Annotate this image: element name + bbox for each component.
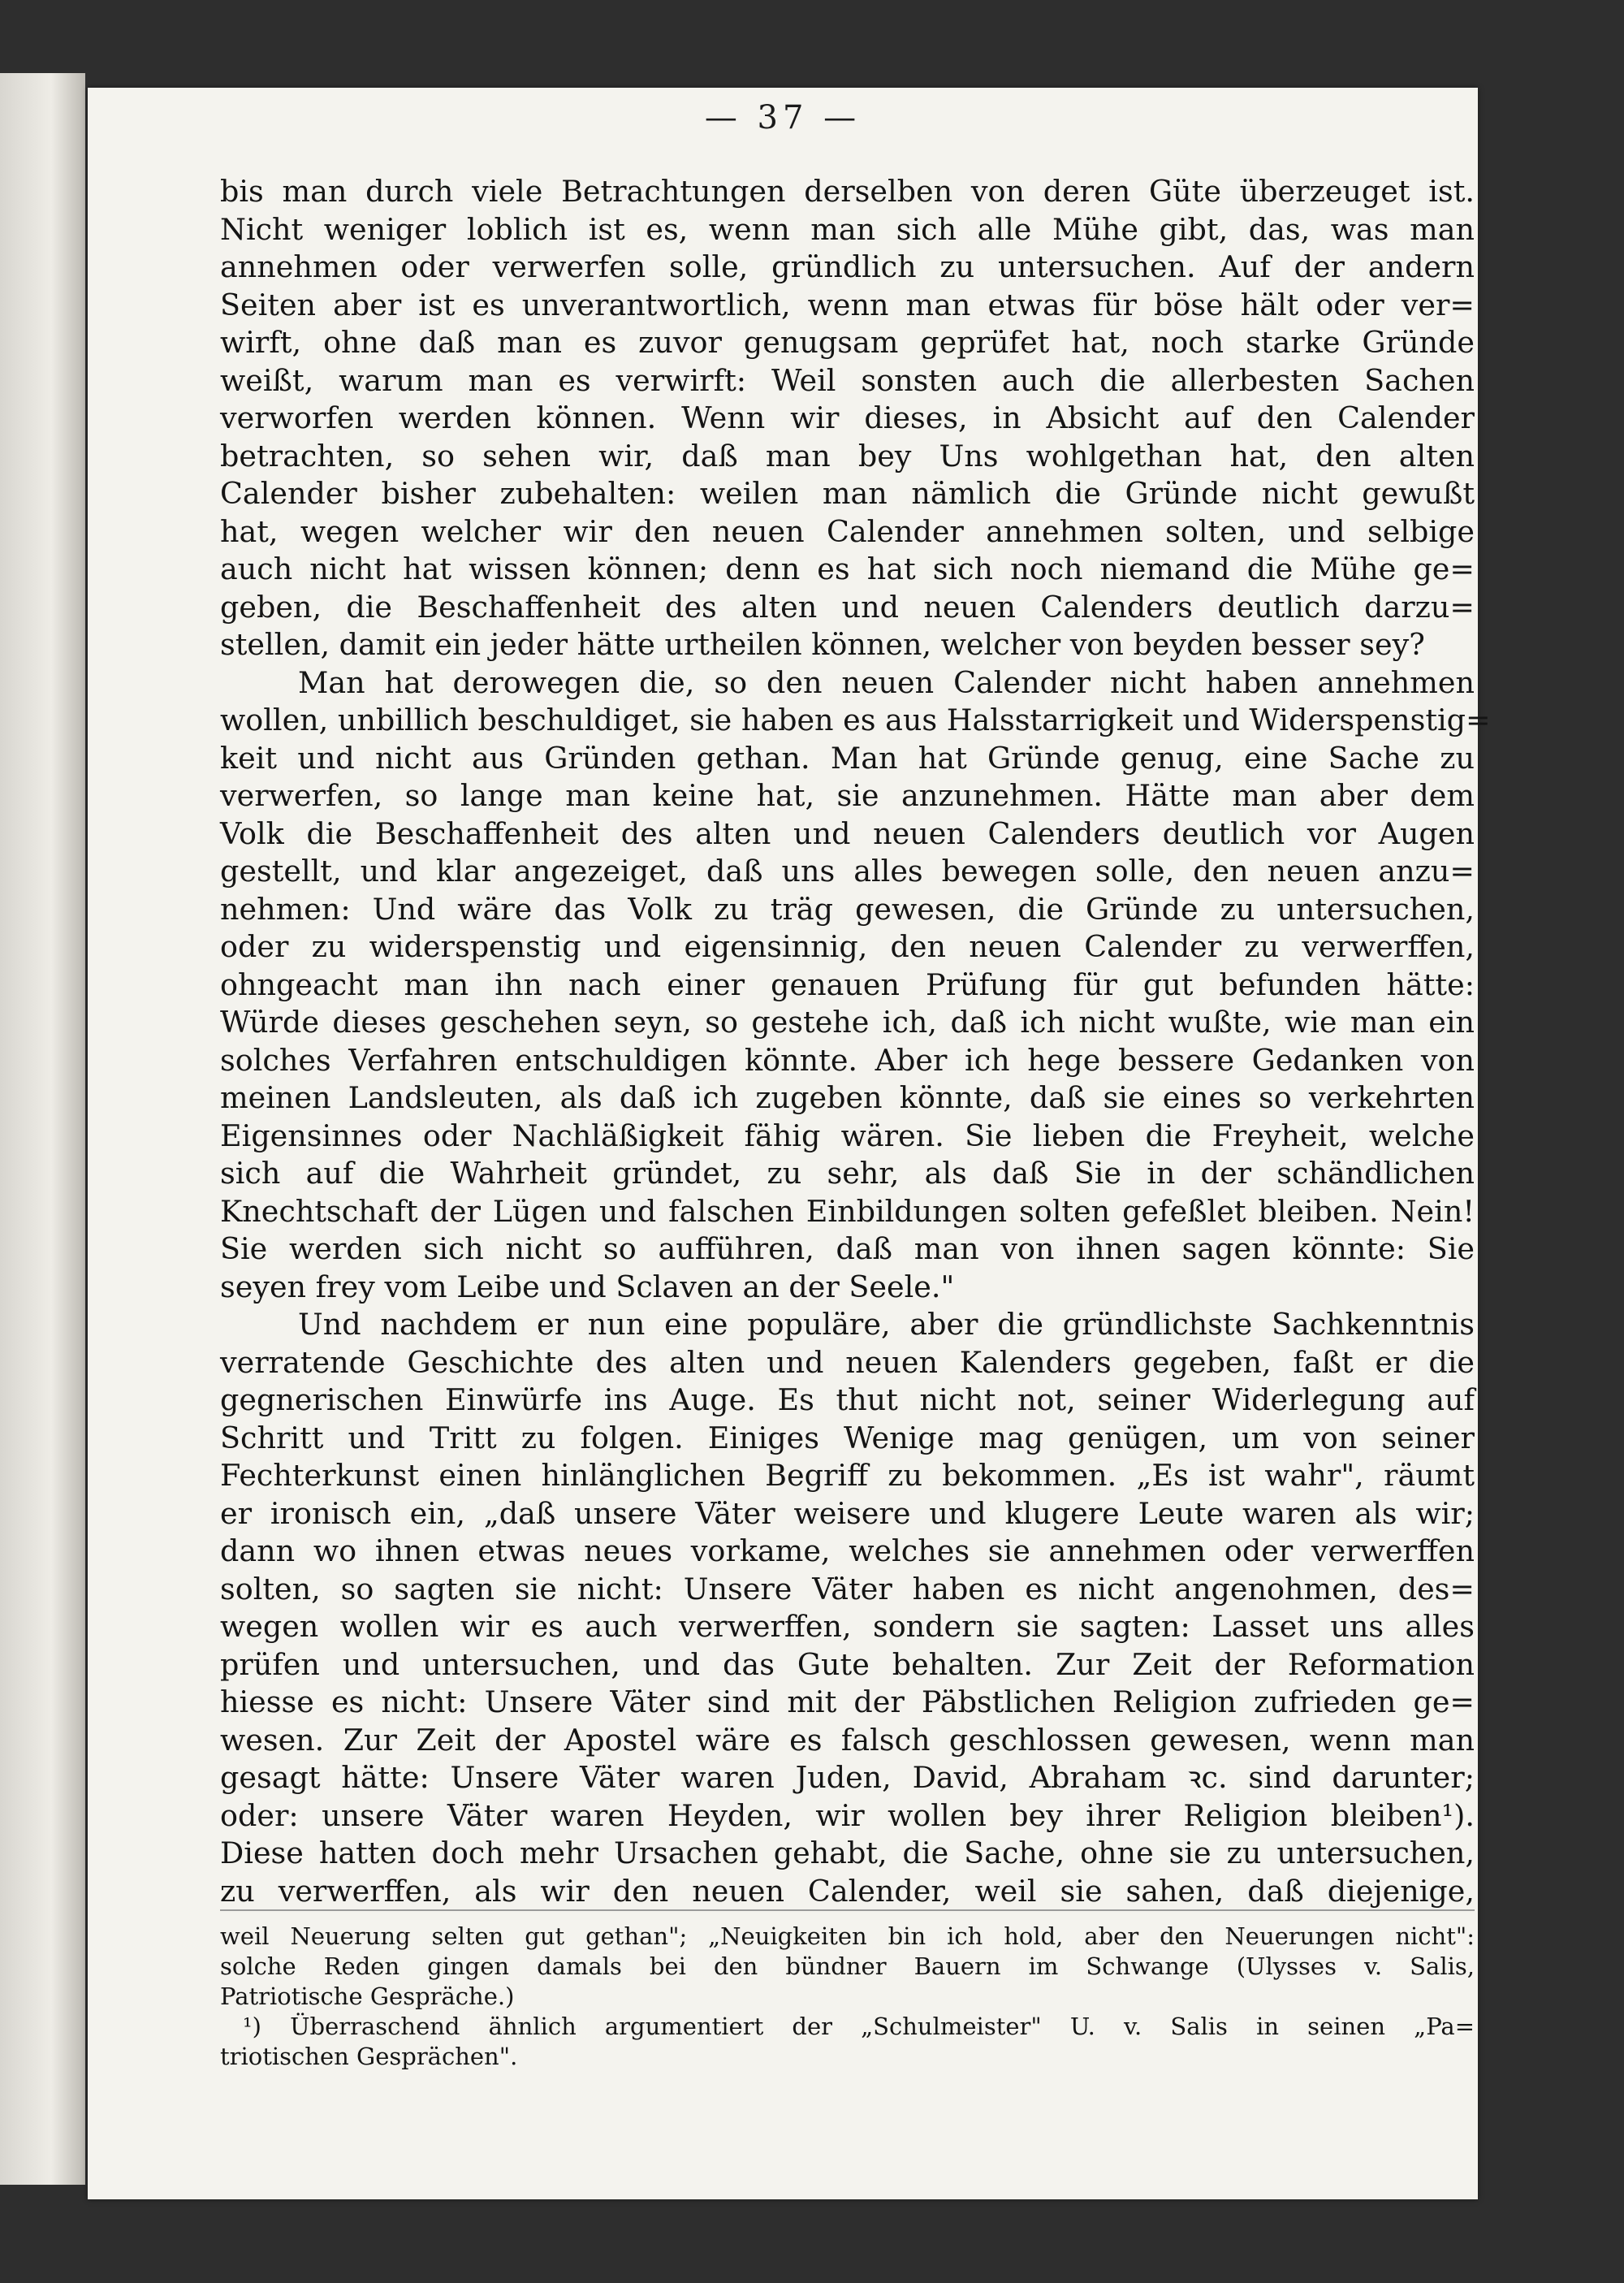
text-line: Man hat derowegen die, so den neuen Calender nicht haben annehmen — [298, 664, 1475, 700]
text-line: wirft, ohne daß man es zuvor genugsam geprüfet hat, noch starke Gründe — [220, 325, 1475, 360]
text-line: oder zu widerspenstig und eigensinnig, den neuen Calender zu verwerffen, — [220, 929, 1475, 964]
text-line: gestellt, und klar angezeiget, daß uns alles bewegen solle, den neuen anzu= — [220, 854, 1475, 889]
text-line: keit und nicht aus Gründen gethan. Man hat Gründe genug, eine Sache zu — [220, 740, 1475, 776]
text-line: stellen, damit ein jeder hätte urtheilen können, welcher von beyden besser sey? — [220, 627, 1425, 662]
text-line: Calender bisher zubehalten: weilen man nämlich die Gründe nicht gewußt — [220, 476, 1475, 511]
text-line: Diese hatten doch mehr Ursachen gehabt, die Sache, ohne sie zu untersuchen, — [220, 1835, 1475, 1870]
text-line: verwerfen, so lange man keine hat, sie anzunehmen. Hätte man aber dem — [220, 778, 1475, 813]
text-line: Und nachdem er nun eine populäre, aber die gründlichste Sachkenntnis — [298, 1307, 1475, 1342]
text-line: annehmen oder verwerfen solle, gründlich zu untersuchen. Auf der andern — [220, 249, 1475, 284]
text-line: bis man durch viele Betrachtungen derselben von deren Güte überzeuget ist. — [220, 174, 1475, 209]
text-line: sich auf die Wahrheit gründet, zu sehr, als daß Sie in der schändlichen — [220, 1156, 1475, 1191]
text-line: geben, die Beschaffenheit des alten und neuen Calenders deutlich darzu= — [220, 589, 1475, 625]
text-line: weißt, warum man es verwirft: Weil sonsten auch die allerbesten Sachen — [220, 362, 1475, 398]
page-number: — 37 — — [704, 99, 862, 136]
text-line: solches Verfahren entschuldigen könnte. Aber ich hege bessere Gedanken von — [220, 1042, 1475, 1078]
footnote-line: ¹) Überraschend ähnlich argumentiert der „Schulmeister" U. v. Salis in seinen „Pa= — [243, 2013, 1475, 2040]
text-line: Fechterkunst einen hinlänglichen Begriff zu bekommen. „Es ist wahr", räumt — [220, 1458, 1475, 1493]
text-line: zu verwerffen, als wir den neuen Calender, weil sie sahen, daß diejenige, — [220, 1873, 1475, 1909]
text-line: oder: unsere Väter waren Heyden, wir wollen bey ihrer Religion bleiben¹). — [220, 1797, 1475, 1833]
text-line: wegen wollen wir es auch verwerffen, sondern sie sagten: Lasset uns alles — [220, 1609, 1475, 1644]
text-line: seyen frey vom Leibe und Sclaven an der Seele." — [220, 1269, 955, 1304]
text-line: wollen, unbillich beschuldiget, sie haben es aus Halsstarrigkeit und Widerspenstig= — [220, 703, 1491, 737]
footnote-line: weil Neuerung selten gut gethan"; „Neuigkeiten bin ich hold, aber den Neuerungen nicht": — [220, 1922, 1475, 1950]
text-line: betrachten, so sehen wir, daß man bey Uns wohlgethan hat, den alten — [220, 438, 1475, 473]
footnote-line: solche Reden gingen damals bei den bündner Bauern im Schwange (Ulysses v. Salis, — [220, 1952, 1475, 1980]
main-text — [220, 173, 1491, 1910]
text-line: nehmen: Und wäre das Volk zu träg gewesen, die Gründe zu untersuchen, — [220, 891, 1475, 927]
text-line: prüfen und untersuchen, und das Gute behalten. Zur Zeit der Reformation — [220, 1646, 1475, 1682]
text-line: gesagt hätte: Unsere Väter waren Juden, David, Abraham ꝛc. sind darunter; — [220, 1760, 1475, 1795]
text-line: verworfen werden können. Wenn wir dieses, in Absicht auf den Calender — [220, 400, 1475, 435]
text-line: Schritt und Tritt zu folgen. Einiges Wenige mag genügen, um von seiner — [220, 1420, 1475, 1455]
text-line: er ironisch ein, „daß unsere Väter weisere und klugere Leute waren als wir; — [220, 1495, 1475, 1531]
text-line: gegnerischen Einwürfe ins Auge. Es thut nicht not, seiner Widerlegung auf — [220, 1382, 1475, 1417]
text-line: Knechtschaft der Lügen und falschen Einbildungen solten gefeßlet bleiben. Nein! — [220, 1193, 1475, 1229]
text-line: Seiten aber ist es unverantwortlich, wenn man etwas für böse hält oder ver= — [220, 287, 1475, 322]
text-line: wesen. Zur Zeit der Apostel wäre es falsch geschlossen gewesen, wenn man — [220, 1722, 1475, 1758]
text-line: Volk die Beschaffenheit des alten und neuen Calenders deutlich vor Augen — [220, 815, 1475, 851]
text-line: hat, wegen welcher wir den neuen Calender annehmen solten, und selbige — [220, 513, 1475, 549]
footnote-rule — [220, 1909, 1475, 1911]
footnotes — [220, 1922, 1475, 2072]
text-line: Nicht weniger loblich ist es, wenn man sich alle Mühe gibt, das, was man — [220, 211, 1475, 247]
text-line: hiesse es nicht: Unsere Väter sind mit der Päbstlichen Religion zufrieden ge= — [220, 1684, 1475, 1719]
text-line: Eigensinnes oder Nachläßigkeit fähig wären. Sie lieben die Freyheit, welche — [220, 1118, 1475, 1153]
book-page — [88, 88, 1491, 2199]
text-line: dann wo ihnen etwas neues vorkame, welches sie annehmen oder verwerffen — [220, 1533, 1475, 1568]
footnote-line: Patriotische Gespräche.) — [220, 1982, 515, 2010]
footnote-line: triotischen Gesprächen". — [220, 2043, 518, 2070]
text-line: Sie werden sich nicht so aufführen, daß man von ihnen sagen könnte: Sie — [220, 1231, 1475, 1266]
text-line: solten, so sagten sie nicht: Unsere Väter haben es nicht angenohmen, des= — [220, 1571, 1475, 1606]
text-line: meinen Landsleuten, als daß ich zugeben könnte, daß sie eines so verkehrten — [220, 1080, 1475, 1115]
text-line: verratende Geschichte des alten und neuen Kalenders gegeben, faßt er die — [220, 1344, 1475, 1380]
text-line: ohngeacht man ihn nach einer genauen Prüfung für gut befunden hätte: — [220, 966, 1475, 1002]
text-line: auch nicht hat wissen können; denn es hat sich noch niemand die Mühe ge= — [220, 551, 1475, 586]
facing-page-edge — [0, 73, 85, 2185]
text-line: Würde dieses geschehen seyn, so gestehe ich, daß ich nicht wußte, wie man ein — [220, 1005, 1475, 1040]
